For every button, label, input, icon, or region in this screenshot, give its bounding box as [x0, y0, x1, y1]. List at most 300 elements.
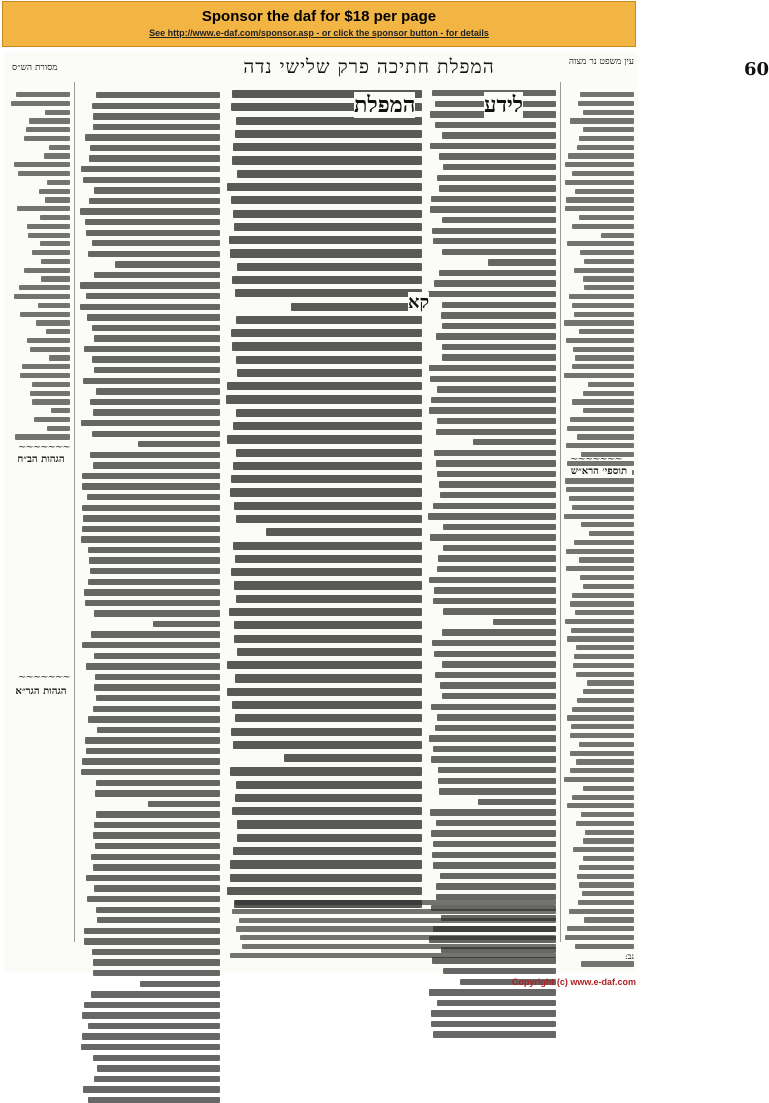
- text-line: [22, 364, 70, 369]
- text-line: [227, 382, 422, 390]
- text-line: [430, 376, 556, 382]
- text-line: [583, 276, 634, 281]
- text-line: [236, 926, 556, 931]
- text-line: [581, 522, 634, 527]
- text-line: [93, 409, 220, 415]
- text-line: [574, 268, 634, 273]
- text-line: [583, 391, 634, 396]
- text-line: [432, 228, 556, 234]
- text-line: [567, 241, 634, 246]
- text-line: [435, 725, 556, 731]
- text-line: [588, 382, 634, 387]
- sponsor-banner[interactable]: [2, 1, 636, 47]
- text-line: [442, 693, 556, 699]
- column-rule: [74, 82, 75, 942]
- text-line: [579, 742, 634, 747]
- text-line: [488, 259, 556, 265]
- ornament-divider: ~~~~~~~: [18, 442, 70, 453]
- text-line: [40, 241, 70, 246]
- sponsor-title[interactable]: Sponsor the daf for $18 per page: [201, 8, 437, 25]
- text-line: [570, 601, 634, 606]
- text-line: [436, 883, 556, 889]
- text-line: [576, 759, 634, 764]
- text-line: [86, 293, 220, 299]
- text-line: [572, 364, 634, 369]
- text-line: [90, 568, 220, 574]
- text-line: [564, 514, 634, 519]
- text-line: [85, 134, 220, 140]
- text-line: [83, 378, 220, 384]
- text-line: [564, 373, 634, 378]
- text-line: [231, 568, 422, 576]
- text-line: [583, 838, 634, 843]
- text-line: [570, 733, 634, 738]
- text-line: [579, 865, 634, 870]
- text-line: [46, 329, 70, 334]
- text-line: [237, 834, 422, 842]
- text-line: [227, 183, 422, 191]
- text-line: [234, 581, 422, 589]
- text-line: [49, 355, 70, 360]
- text-line: [86, 663, 220, 669]
- text-line: [235, 714, 422, 722]
- text-line: [567, 803, 634, 808]
- text-line: [20, 312, 70, 317]
- text-line: [565, 162, 634, 167]
- text-line: [83, 1086, 220, 1092]
- text-line: [431, 397, 556, 403]
- text-line: [91, 991, 220, 997]
- text-line: [572, 224, 634, 229]
- text-line: [34, 417, 70, 422]
- text-line: [230, 874, 422, 882]
- text-line: [51, 408, 70, 413]
- text-line: [440, 682, 556, 688]
- text-line: [230, 860, 422, 868]
- text-line: [565, 206, 634, 211]
- text-line: [436, 460, 556, 466]
- text-line: [235, 900, 556, 905]
- text-line: [567, 926, 634, 931]
- text-line: [431, 1010, 556, 1016]
- text-line: [80, 282, 220, 288]
- text-line: [443, 164, 556, 170]
- text-line: [89, 155, 220, 161]
- text-line: [97, 917, 220, 923]
- text-line: [94, 187, 220, 193]
- text-line: [430, 206, 556, 212]
- text-line: [566, 443, 634, 448]
- text-line: [569, 909, 634, 914]
- text-line: [574, 540, 634, 545]
- text-line: [96, 92, 220, 98]
- text-line: [235, 674, 422, 682]
- text-line: [19, 285, 70, 290]
- text-line: [96, 811, 220, 817]
- text-line: [30, 391, 70, 396]
- text-line: [28, 233, 70, 238]
- text-line: [583, 786, 634, 791]
- text-line: [82, 473, 220, 479]
- left-margin-notes: [10, 92, 70, 952]
- text-line: [428, 291, 556, 297]
- text-line: [579, 882, 634, 887]
- text-line: [93, 124, 220, 130]
- text-line: [582, 891, 634, 896]
- text-line: [435, 672, 556, 678]
- text-line: [437, 714, 556, 720]
- text-line: [91, 631, 220, 637]
- text-line: [434, 280, 556, 286]
- text-line: [583, 127, 634, 132]
- text-line: [36, 320, 70, 325]
- text-line: [80, 208, 220, 214]
- text-line: [429, 407, 556, 413]
- text-line: [433, 1031, 556, 1037]
- text-line: [581, 961, 634, 966]
- column-rule: [560, 82, 561, 942]
- text-line: [82, 526, 220, 532]
- text-line: [568, 153, 634, 158]
- text-line: [236, 781, 422, 789]
- text-line: [434, 450, 556, 456]
- text-line: [84, 938, 220, 944]
- text-line: [27, 224, 70, 229]
- text-line: [566, 549, 634, 554]
- text-line: [583, 408, 634, 413]
- text-line: [576, 645, 634, 650]
- text-line: [442, 661, 556, 667]
- text-line: [93, 462, 220, 468]
- text-line: [90, 452, 220, 458]
- text-line: [233, 847, 422, 855]
- text-line: [566, 338, 634, 343]
- text-line: [576, 672, 634, 677]
- text-line: [94, 335, 220, 341]
- text-line: [235, 555, 422, 563]
- bottom-commentary: [226, 900, 556, 960]
- text-line: [24, 268, 70, 273]
- text-line: [578, 900, 634, 905]
- text-line: [569, 496, 634, 501]
- text-line: [579, 215, 634, 220]
- text-line: [575, 944, 634, 949]
- text-line: [571, 628, 634, 633]
- text-line: [82, 505, 220, 511]
- text-line: [439, 153, 556, 159]
- text-line: [572, 795, 634, 800]
- text-line: [584, 259, 634, 264]
- text-line: [237, 369, 422, 377]
- text-line: [572, 303, 634, 308]
- text-line: [438, 555, 556, 561]
- text-line: [439, 481, 556, 487]
- text-line: [567, 426, 634, 431]
- text-line: [84, 928, 220, 934]
- text-line: [232, 909, 556, 914]
- text-line: [429, 989, 556, 995]
- text-line: [574, 312, 634, 317]
- text-line: [566, 487, 634, 492]
- text-line: [41, 276, 70, 281]
- text-line: [230, 767, 422, 775]
- text-line: [429, 365, 556, 371]
- text-line: [438, 778, 556, 784]
- text-line: [579, 136, 634, 141]
- text-line: [232, 342, 422, 350]
- text-line: [81, 769, 220, 775]
- text-line: [441, 312, 556, 318]
- text-line: [237, 820, 422, 828]
- text-line: [577, 145, 634, 150]
- ornament-divider: ~~~~~~~: [18, 672, 70, 683]
- text-line: [88, 1097, 220, 1103]
- text-line: [432, 852, 556, 858]
- text-line: [14, 162, 70, 167]
- text-line: [93, 959, 220, 965]
- text-line: [473, 439, 556, 445]
- text-line: [236, 515, 422, 523]
- text-line: [88, 251, 220, 257]
- gemara-lead-word: המפלת: [354, 92, 416, 118]
- text-line: [443, 524, 556, 530]
- text-line: [478, 799, 556, 805]
- text-line: [84, 1002, 220, 1008]
- text-line: [85, 219, 220, 225]
- text-line: [585, 830, 634, 835]
- text-line: [566, 566, 634, 571]
- text-line: [96, 695, 220, 701]
- text-line: [18, 171, 70, 176]
- text-line: [564, 320, 634, 325]
- text-line: [234, 502, 422, 510]
- page-number: 60: [744, 59, 769, 80]
- text-line: [583, 110, 634, 115]
- text-line: [27, 338, 70, 343]
- text-line: [436, 333, 556, 339]
- text-line: [30, 347, 70, 352]
- text-line: [565, 180, 634, 185]
- text-line: [82, 1012, 220, 1018]
- text-line: [83, 515, 220, 521]
- text-line: [576, 821, 634, 826]
- text-line: [85, 600, 220, 606]
- text-line: [433, 746, 556, 752]
- text-line: [583, 689, 634, 694]
- text-line: [575, 355, 634, 360]
- text-line: [439, 270, 556, 276]
- text-line: [567, 715, 634, 720]
- text-line: [574, 654, 634, 659]
- text-line: [573, 347, 634, 352]
- ein-mishpat-heading: עין משפט נר מצוה: [568, 57, 634, 67]
- text-line: [88, 579, 220, 585]
- text-line: [266, 528, 422, 536]
- text-line: [234, 635, 422, 643]
- text-line: [90, 145, 220, 151]
- text-line: [84, 589, 220, 595]
- text-line: [236, 356, 422, 364]
- text-line: [94, 653, 220, 659]
- text-line: [442, 323, 556, 329]
- text-line: [580, 92, 634, 97]
- text-line: [94, 684, 220, 690]
- text-line: [428, 513, 556, 519]
- text-line: [47, 180, 70, 185]
- masoret-hashas-heading: מסורת הש״ס: [12, 63, 58, 73]
- text-line: [433, 503, 556, 509]
- text-line: [85, 737, 220, 743]
- text-line: [80, 304, 220, 310]
- text-line: [45, 110, 70, 115]
- text-line: [565, 619, 634, 624]
- talmud-page: [4, 52, 769, 972]
- text-line: [443, 608, 556, 614]
- text-line: [11, 101, 70, 106]
- text-line: [227, 661, 422, 669]
- text-line: [437, 386, 556, 392]
- rashi-column: [428, 90, 556, 896]
- text-line: [232, 276, 422, 284]
- text-line: [577, 698, 634, 703]
- text-line: [40, 215, 70, 220]
- text-line: [573, 847, 634, 852]
- text-line: [434, 651, 556, 657]
- text-line: [437, 1000, 556, 1006]
- text-line: [230, 953, 556, 958]
- text-line: [442, 132, 556, 138]
- text-line: [439, 788, 556, 794]
- rashi-lead-word: לידע: [484, 92, 524, 118]
- text-line: [572, 593, 634, 598]
- text-line: [231, 475, 422, 483]
- text-line: [227, 887, 422, 895]
- text-line: [570, 118, 634, 123]
- text-line: [15, 434, 70, 439]
- text-line: [92, 949, 220, 955]
- copyright-notice: Copyright (c) www.e-daf.com: [511, 977, 636, 987]
- text-line: [17, 206, 70, 211]
- text-line: [233, 143, 422, 151]
- text-line: [97, 727, 220, 733]
- text-line: [92, 356, 220, 362]
- text-line: [39, 189, 70, 194]
- hagahot-bach-heading: הגהות הב״ח: [12, 454, 70, 465]
- text-line: [579, 557, 634, 562]
- text-line: [437, 175, 556, 181]
- text-line: [236, 449, 422, 457]
- text-line: [49, 145, 70, 150]
- text-line: [431, 756, 556, 762]
- text-line: [92, 240, 220, 246]
- text-line: [493, 619, 556, 625]
- text-line: [14, 294, 70, 299]
- text-line: [234, 621, 422, 629]
- text-line: [567, 636, 634, 641]
- text-line: [24, 136, 70, 141]
- text-line: [442, 629, 556, 635]
- text-line: [153, 621, 220, 627]
- text-line: [575, 189, 634, 194]
- hagahot-gra-heading: הגהות הגר״א: [12, 686, 70, 697]
- text-line: [138, 441, 220, 447]
- text-line: [95, 674, 220, 680]
- text-line: [82, 483, 220, 489]
- text-line: [29, 118, 70, 123]
- text-line: [433, 238, 556, 244]
- text-line: [86, 230, 220, 236]
- text-line: [234, 223, 422, 231]
- text-line: [232, 156, 422, 164]
- text-line: [95, 790, 220, 796]
- text-line: [32, 399, 70, 404]
- text-line: [82, 758, 220, 764]
- text-line: [97, 1065, 220, 1071]
- text-line: [230, 488, 422, 496]
- footer-mark: נב:: [564, 952, 634, 961]
- text-line: [229, 608, 422, 616]
- text-line: [430, 534, 556, 540]
- text-line: [442, 217, 556, 223]
- text-line: [570, 768, 634, 773]
- text-line: [572, 707, 634, 712]
- text-line: [443, 545, 556, 551]
- text-line: [433, 598, 556, 604]
- text-line: [93, 832, 220, 838]
- text-line: [96, 780, 220, 786]
- text-line: [232, 701, 422, 709]
- text-line: [589, 531, 634, 536]
- text-line: [93, 970, 220, 976]
- text-line: [584, 917, 634, 922]
- text-line: [573, 663, 634, 668]
- text-line: [583, 584, 634, 589]
- right-margin-notes: [564, 92, 634, 952]
- text-line: [440, 873, 556, 879]
- text-line: [235, 289, 422, 297]
- text-line: [38, 303, 70, 308]
- ornament-divider: ~~~~~~~: [570, 454, 622, 465]
- text-line: [86, 875, 220, 881]
- text-line: [92, 103, 220, 109]
- text-line: [84, 346, 220, 352]
- text-line: [148, 801, 220, 807]
- text-line: [579, 329, 634, 334]
- text-line: [89, 557, 220, 563]
- text-line: [81, 1044, 220, 1050]
- text-line: [431, 704, 556, 710]
- text-line: [86, 748, 220, 754]
- text-line: [572, 399, 634, 404]
- text-line: [240, 935, 556, 940]
- text-line: [437, 418, 556, 424]
- text-line: [233, 462, 422, 470]
- text-line: [284, 754, 422, 762]
- text-line: [26, 127, 70, 132]
- text-line: [94, 367, 220, 373]
- text-line: [231, 728, 422, 736]
- page-title: המפלת חתיכה פרק שלישי נדה: [243, 56, 495, 78]
- text-line: [575, 610, 634, 615]
- text-line: [572, 505, 634, 510]
- text-line: [577, 874, 634, 879]
- text-line: [233, 542, 422, 550]
- text-line: [93, 113, 220, 119]
- sponsor-link[interactable]: See http://www.e-daf.com/sponsor.asp - or click the sponsor button - for details: [149, 28, 489, 38]
- text-line: [82, 642, 220, 648]
- text-line: [429, 577, 556, 583]
- tosafot-harosh-heading: תוספי׳ הרא״ש: [566, 466, 632, 477]
